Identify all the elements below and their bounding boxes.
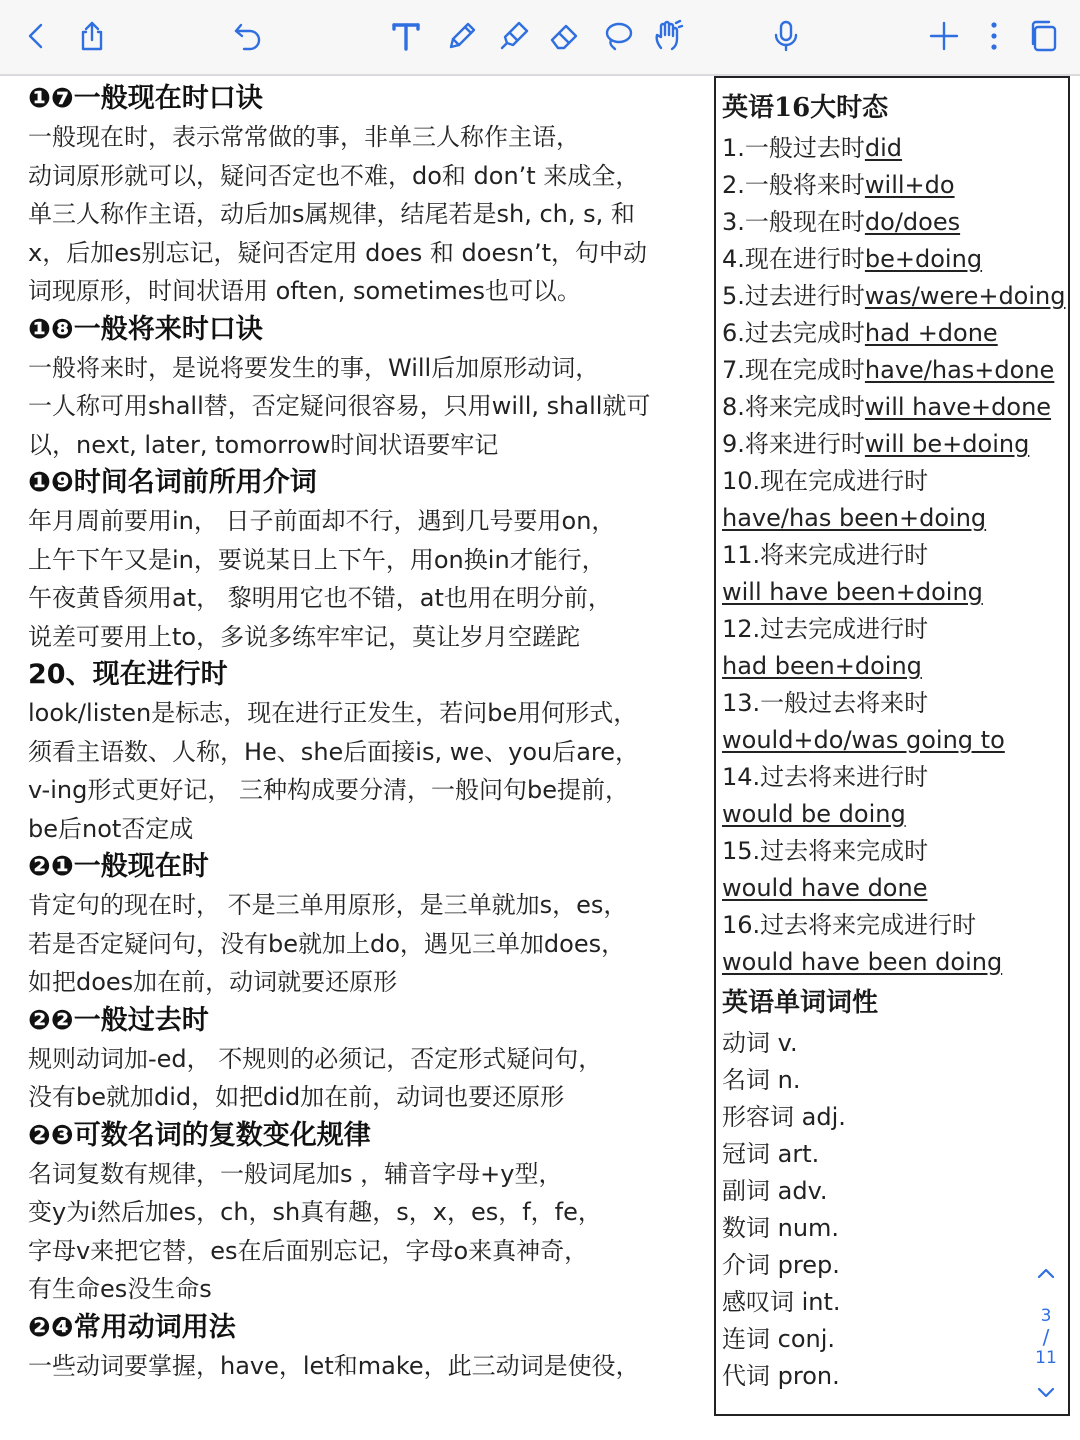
pos-item: 名词 n. [722,1066,801,1094]
section-present-simple-rhyme [28,80,700,311]
tense-item: 4.现在进行时be+doing [722,245,983,273]
page-navigator [1026,1262,1066,1422]
section-present-simple [28,848,700,1002]
section-past-simple [28,1002,700,1117]
tense-form: will have been+doing [722,578,983,606]
text-line: 有生命es没生命s [28,1275,212,1303]
pages-icon[interactable] [1022,14,1066,58]
text-line: 说差可要用上to，多说多练牢牢记，莫让岁月空蹉跎 [28,622,581,651]
tenses-text-box[interactable] [714,76,1070,1416]
pos-item: 数词 num. [722,1214,840,1242]
share-icon[interactable] [70,14,114,58]
text-line: x，后加es别忘记，疑问否定用 does 和 doesn’t，句中动 [28,238,647,267]
text-line: be后not否定成 [28,814,194,843]
text-line: 年月周前要用in， 日子前面却不行，遇到几号要用on， [28,507,616,535]
tense-name: 11.将来完成进行时 [722,541,929,569]
page-up-icon[interactable] [1026,1262,1066,1296]
lasso-icon[interactable] [596,14,640,58]
tense-item: 1.一般过去时did [722,134,903,162]
page-separator: / [1042,1325,1050,1349]
pen-icon[interactable] [440,14,484,58]
text-line: 名词复数有规律，一般词尾加s ，辅音字母+y型， [28,1159,563,1188]
text-line: 如把does加在前，动词就要还原形 [28,968,398,996]
pos-item: 形容词 adj. [722,1103,846,1131]
section-common-verbs [28,1309,700,1386]
pos-item: 感叹词 int. [722,1288,841,1316]
more-icon[interactable] [972,14,1016,58]
tense-name: 10.现在完成进行时 [722,467,929,495]
tense-item: 8.将来完成时will have+done [722,393,1052,421]
section-title: ❷❹常用动词用法 [28,1311,236,1343]
section-title: ❷❶一般现在时 [28,851,209,882]
text-line: 变y为i然后加es，ch，sh真有趣，s，x，es，f，fe， [28,1198,602,1226]
text-line: 午夜黄昏须用at， 黎明用它也不错，at也用在明分前， [28,584,612,612]
section-title: ❷❸可数名词的复数变化规律 [28,1119,371,1151]
pos-item: 介词 prep. [722,1251,840,1279]
section-title: ❶❽一般将来时口诀 [28,313,263,345]
tense-item: 7.现在完成时have/has+done [722,356,1055,384]
section-time-prepositions [28,464,700,656]
tense-name: 13.一般过去将来时 [722,689,929,717]
pos-item: 连词 conj. [722,1325,836,1353]
page-down-icon[interactable] [1026,1382,1066,1412]
text-line: 字母v来把它替，es在后面别忘记，字母o来真神奇， [28,1236,589,1265]
text-line: 以，next, later, tomorrow时间状语要牢记 [28,430,499,459]
hand-icon[interactable] [646,14,690,58]
section-title: 20、现在进行时 [28,659,228,690]
undo-icon[interactable] [226,14,270,58]
text-line: v-ing形式更好记， 三种构成要分清，一般问句be提前， [28,776,629,804]
tense-item: 9.将来进行时will be+doing [722,430,1030,458]
text-line: 须看主语数、人称，He、she后面接is, we、you后are， [28,737,640,766]
text-line: 动词原形就可以，疑问否定也不难，do和 don’t 来成全， [28,161,640,190]
section-plural-nouns [28,1117,700,1309]
tense-item: 3.一般现在时do/does [722,208,961,236]
note-content [28,80,700,1440]
pos-item: 动词 v. [722,1029,798,1057]
tense-name: 15.过去将来完成时 [722,837,929,865]
text-line: 上午下午又是in，要说某日上下午，用on换in才能行， [28,545,606,574]
tense-form: have/has been+doing [722,504,987,532]
pos-item: 代词 pron. [722,1362,840,1390]
tense-form: would have been doing [722,948,1003,976]
tense-name: 12.过去完成进行时 [722,615,929,643]
text-line: look/listen是标志，现在进行正发生，若问be用何形式， [28,699,638,727]
total-pages: 11 [1035,1348,1057,1368]
toolbar [0,0,1080,76]
text-line: 一些动词要掌握，have，let和make，此三动词是使役， [28,1351,640,1380]
back-icon[interactable] [14,14,58,58]
highlighter-icon[interactable] [492,14,536,58]
tense-item: 2.一般将来时will+do [722,171,955,199]
text-line: 规则动词加-ed， 不规则的必须记，否定形式疑问句， [28,1044,603,1073]
text-line: 肯定句的现在时， 不是三单用原形，是三单就加s，es， [28,891,628,919]
tense-form: had been+doing [722,652,922,680]
section-future-simple-rhyme [28,311,700,465]
text-line: 若是否定疑问句，没有be就加上do，遇见三单加does， [28,929,626,958]
tense-form: would+do/was going to [722,726,1005,754]
pos-item: 副词 adv. [722,1177,828,1205]
tenses-title: 英语16大时态 [722,93,889,123]
text-line: 单三人称作主语，动后加s属规律，结尾若是sh, ch, s, 和 [28,200,635,228]
tense-item: 6.过去完成时had +done [722,319,998,347]
tense-form: would be doing [722,800,906,828]
tense-item: 5.过去进行时was/were+doing [722,282,1066,310]
section-title: ❶❾时间名词前所用介词 [28,467,317,498]
pos-title: 英语单词词性 [722,988,879,1018]
text-line: 一般将来时，是说将要发生的事，Will后加原形动词， [28,353,600,382]
text-tool-icon[interactable] [384,14,428,58]
text-line: 一般现在时，表示常常做的事，非单三人称作主语， [28,123,580,151]
text-line: 没有be就加did，如把did加在前，动词也要还原形 [28,1083,565,1111]
tense-name: 16.过去将来完成进行时 [722,911,977,939]
tense-name: 14.过去将来进行时 [722,763,929,791]
tense-form: would have done [722,874,928,902]
pos-item: 冠词 art. [722,1140,820,1168]
current-page: 3 [1040,1306,1052,1326]
section-title: ❶❼一般现在时口诀 [28,83,263,114]
section-title: ❷❷一般过去时 [28,1004,209,1036]
text-line: 一人称可用shall替，否定疑问很容易，只用will, shall就可 [28,392,651,420]
add-icon[interactable] [922,14,966,58]
microphone-icon[interactable] [764,14,808,58]
section-present-continuous [28,656,700,848]
eraser-icon[interactable] [543,14,587,58]
text-line: 词现原形，时间状语用 often, sometimes也可以。 [28,277,582,305]
